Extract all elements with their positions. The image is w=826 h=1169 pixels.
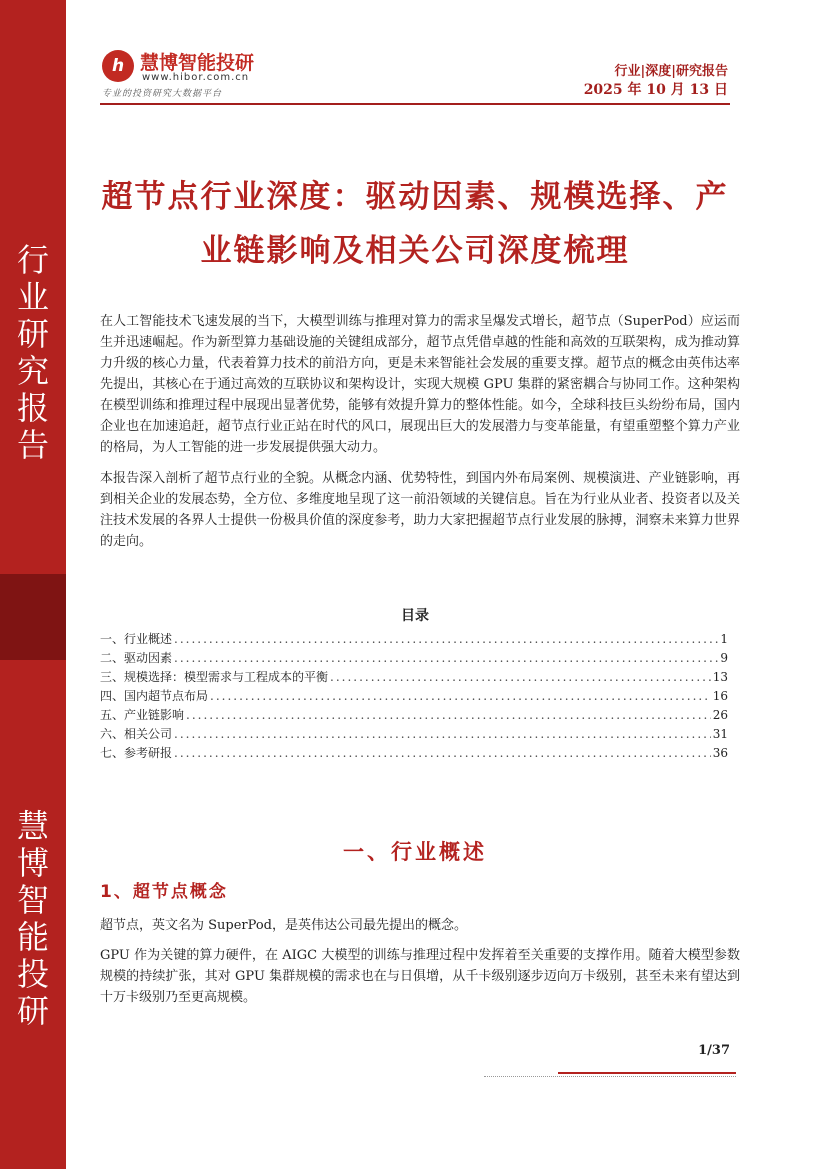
- toc-item-label: 七、参考研报: [100, 746, 173, 760]
- toc-leader-dots: [174, 727, 711, 741]
- toc-item-page: 13: [712, 670, 728, 684]
- table-of-contents: [100, 630, 728, 763]
- toc-item-page: 26: [712, 708, 728, 722]
- toc-item-label: 三、规模选择：模型需求与工程成本的平衡: [100, 670, 329, 684]
- toc-item-label: 二、驱动因素: [100, 651, 173, 665]
- logo-slogan: 专业的投资研究大数据平台: [102, 89, 223, 99]
- toc-item[interactable]: [100, 668, 728, 687]
- toc-item-label: 四、国内超节点布局: [100, 689, 209, 703]
- toc-item-page: 9: [720, 651, 728, 665]
- sidebar-char: 究: [16, 352, 49, 390]
- section-heading: 一、行业概述: [343, 840, 487, 864]
- logo-url: www.hibor.com.cn: [142, 72, 250, 83]
- footer-rule: [558, 1072, 736, 1074]
- toc-item-page: 1: [720, 632, 728, 646]
- sidebar: [0, 0, 66, 1169]
- hibor-logo: [102, 46, 302, 102]
- sidebar-char: 慧: [16, 807, 49, 845]
- footer-dotted-rule: [484, 1076, 736, 1077]
- toc-item[interactable]: [100, 725, 728, 744]
- report-date: 2025 年 10 月 13 日: [583, 82, 728, 98]
- sidebar-char: 研: [16, 992, 49, 1030]
- sidebar-char: 投: [16, 955, 49, 993]
- sidebar-char: 能: [16, 918, 49, 956]
- page-number: 1/37: [698, 1043, 730, 1058]
- toc-title: 目录: [401, 608, 429, 624]
- body-paragraph-2: GPU 作为关键的算力硬件，在 AIGC 大模型的训练与推理过程中发挥着至关重要的支撑作用。随着大模型参数规模的持续扩张，其对 GPU 集群规模的需求也在与日俱增，从千卡级别逐步迈向万卡级别，甚至未来有望达到十万卡级别乃至更高规模。: [100, 948, 740, 1005]
- intro-paragraph-1: 在人工智能技术飞速发展的当下，大模型训练与推理对算力的需求呈爆发式增长，超节点（SuperPod）应运而生并迅速崛起。作为新型算力基础设施的关键组成部分，超节点凭借卓越的性能和高效的互联架构，成为推动算力升级的核心力量，代表着算力技术的前沿方向，更是未来智能社会发展的重要支撑。超节点的概念由英伟达率先提出，其核心在于通过高效的互联协议和架构设计，实现大规模 GPU 集群的紧密耦合与协同工作。这种架构在模型训练和推理过程中展现出显著优势，能够有效提升算力的整体性能。如今，全球科技巨头纷纷布局，国内企业也在加速追赶，超节点行业正站在时代的风口，展现出巨大的发展潜力与变革能量，有望重塑整个算力产业的格局，为人工智能的进一步发展提供强大动力。: [100, 314, 740, 455]
- toc-leader-dots: [210, 689, 711, 703]
- toc-leader-dots: [186, 708, 711, 722]
- toc-item[interactable]: [100, 706, 728, 725]
- toc-item-page: 16: [712, 689, 728, 703]
- title-line-1: 超节点行业深度：驱动因素、规模选择、产: [101, 179, 729, 215]
- sidebar-char: 智: [16, 881, 49, 919]
- logo-name: 慧博智能投研: [140, 52, 255, 74]
- body-paragraph-1: 超节点，英文名为 SuperPod，是英伟达公司最先提出的概念。: [100, 918, 468, 933]
- toc-leader-dots: [174, 651, 718, 665]
- report-type: 行业|深度|研究报告: [614, 64, 728, 79]
- sidebar-char: 告: [16, 426, 49, 464]
- sub-heading: 1、超节点概念: [100, 882, 228, 902]
- toc-item[interactable]: [100, 744, 728, 763]
- sidebar-char: 博: [16, 844, 49, 882]
- sidebar-char: 业: [16, 278, 49, 316]
- toc-leader-dots: [330, 670, 711, 684]
- toc-item-page: 36: [712, 746, 728, 760]
- title-line-2: 业链影响及相关公司深度梳理: [200, 233, 630, 269]
- toc-item[interactable]: [100, 649, 728, 668]
- toc-leader-dots: [174, 746, 711, 760]
- logo-mark-icon: h: [102, 50, 134, 82]
- toc-item-label: 一、行业概述: [100, 632, 173, 646]
- intro-paragraph-2: 本报告深入剖析了超节点行业的全貌。从概念内涵、优势特性，到国内外布局案例、规模演进、产业链影响，再到相关企业的发展态势，全方位、多维度地呈现了这一前沿领域的关键信息。旨在为行业从业者、投资者以及关注技术发展的各界人士提供一份极具价值的深度参考，助力大家把握超节点行业发展的脉搏，洞察未来算力世界的走向。: [100, 471, 740, 549]
- sidebar-brand: [0, 808, 66, 1030]
- toc-item[interactable]: [100, 630, 728, 649]
- toc-item-label: 五、产业链影响: [100, 708, 185, 722]
- toc-item-label: 六、相关公司: [100, 727, 173, 741]
- toc-leader-dots: [174, 632, 718, 646]
- sidebar-title-industry-report: [0, 242, 66, 464]
- header-divider: [100, 103, 730, 105]
- sidebar-char: 行: [16, 241, 49, 279]
- sidebar-band: [0, 574, 66, 660]
- sidebar-char: 报: [16, 389, 49, 427]
- page-title: [100, 170, 730, 278]
- toc-item[interactable]: [100, 687, 728, 706]
- toc-item-page: 31: [712, 727, 728, 741]
- sidebar-char: 研: [16, 315, 49, 353]
